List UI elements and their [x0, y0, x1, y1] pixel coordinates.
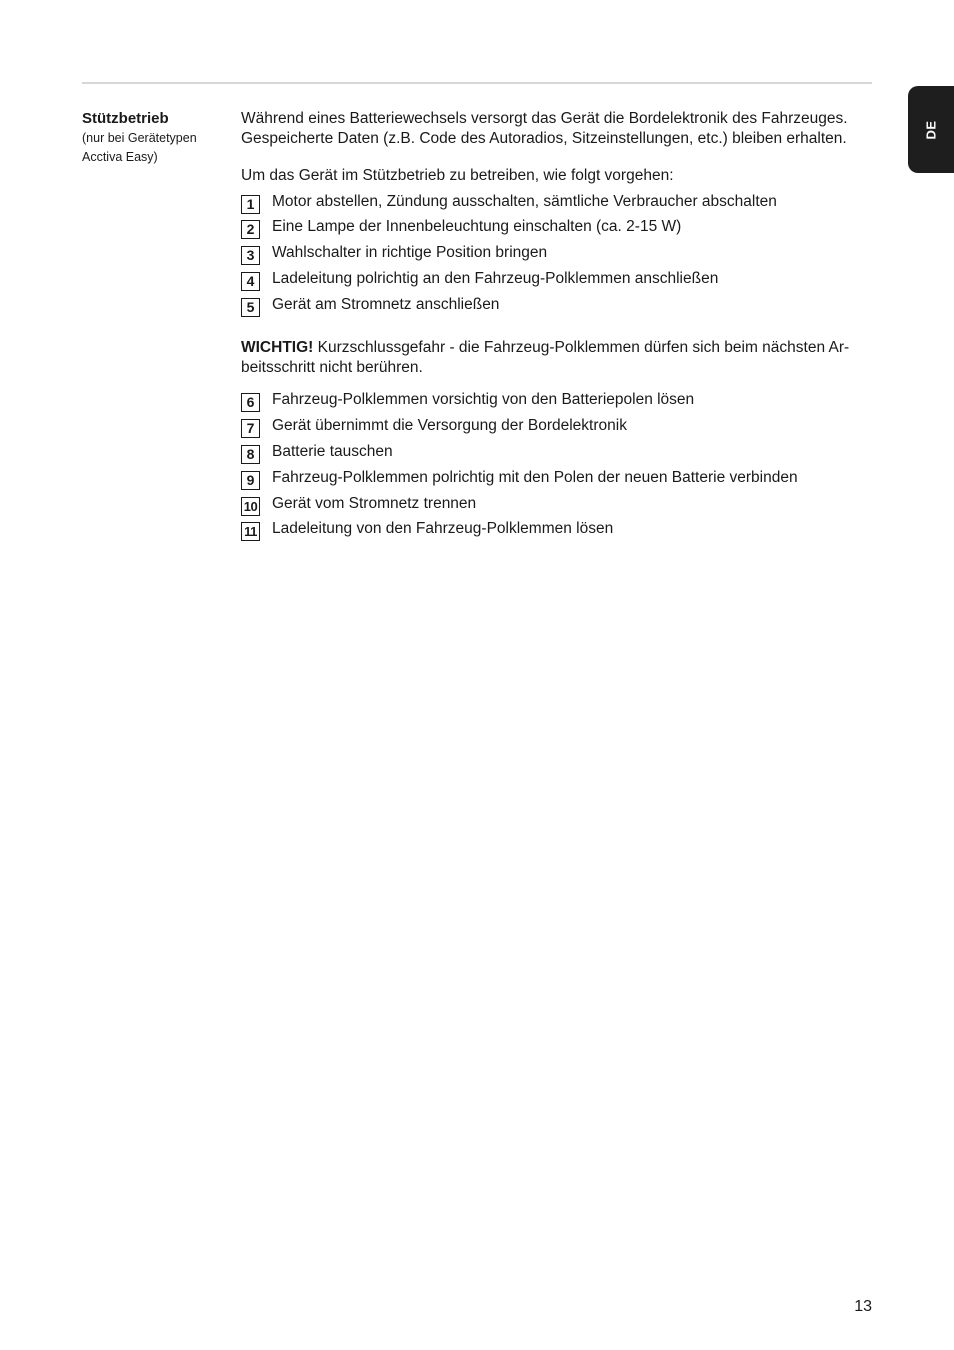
step-text: Gerät am Stromnetz anschließen: [272, 295, 500, 313]
step-text: Fahrzeug-Polklemmen vorsichtig von den Batteriepolen lösen: [272, 391, 695, 409]
step-text: Motor abstellen, Zündung ausschalten, sämtliche Verbraucher abschalten: [272, 192, 777, 210]
list-item: [241, 416, 873, 442]
step-number: 6: [241, 393, 260, 412]
steps-list-b: [241, 390, 873, 545]
list-item: [241, 192, 873, 218]
section-title: Stützbetrieb: [82, 110, 169, 127]
language-tab-label: DE: [923, 119, 939, 140]
header-rule: [82, 82, 872, 84]
warning-paragraph: [241, 338, 873, 377]
step-text: Fahrzeug-Polklemmen polrichtig mit den Polen der neuen Batterie verbinden: [272, 468, 798, 486]
step-number: 1: [241, 195, 260, 214]
warning-text: Kurzschlussgefahr - die Fahrzeug-Polklemmen dürfen sich beim nächsten Ar-beitsschritt nicht berühren.: [241, 339, 850, 376]
list-item: [241, 269, 873, 295]
step-number: 9: [241, 471, 260, 490]
list-item: [241, 243, 873, 269]
step-number: 2: [241, 220, 260, 239]
language-tab: [908, 86, 954, 173]
lead-paragraph: Um das Gerät im Stützbetrieb zu betreiben, wie folgt vorgehen:: [241, 167, 674, 184]
main-content: [241, 109, 873, 545]
list-item: [241, 468, 873, 494]
section-note-line1: (nur bei Gerätetypen: [82, 131, 197, 145]
list-item: [241, 442, 873, 468]
step-text: Ladeleitung polrichtig an den Fahrzeug-Polklemmen anschließen: [272, 269, 719, 287]
page-number: 13: [854, 1298, 872, 1315]
list-item: [241, 494, 873, 520]
step-text: Eine Lampe der Innenbeleuchtung einschalten (ca. 2-15 W): [272, 218, 682, 236]
list-item: [241, 390, 873, 416]
step-number: 7: [241, 419, 260, 438]
step-number: 10: [241, 497, 260, 516]
section-note-line2: Acctiva Easy): [82, 150, 158, 164]
sidebar: [82, 109, 232, 167]
step-text: Gerät vom Stromnetz trennen: [272, 494, 477, 512]
step-text: Wahlschalter in richtige Position bringen: [272, 244, 548, 262]
steps-list-a: [241, 192, 873, 321]
step-text: Ladeleitung von den Fahrzeug-Polklemmen lösen: [272, 520, 614, 538]
list-item: [241, 519, 873, 545]
list-item: [241, 217, 873, 243]
step-number: 8: [241, 445, 260, 464]
list-item: [241, 295, 873, 321]
step-number: 11: [241, 522, 260, 541]
step-number: 4: [241, 272, 260, 291]
step-number: 3: [241, 246, 260, 265]
intro-paragraph: Während eines Batteriewechsels versorgt das Gerät die Bordelektronik des Fahrzeuges. Gespeicherte Daten (z.B. Code des Autoradios, Sitzeinstellungen, etc.) bleiben erhalten.: [241, 110, 848, 147]
step-text: Batterie tauschen: [272, 443, 393, 461]
step-text: Gerät übernimmt die Versorgung der Bordelektronik: [272, 417, 627, 435]
warning-label: WICHTIG!: [241, 339, 314, 357]
step-number: 5: [241, 298, 260, 317]
